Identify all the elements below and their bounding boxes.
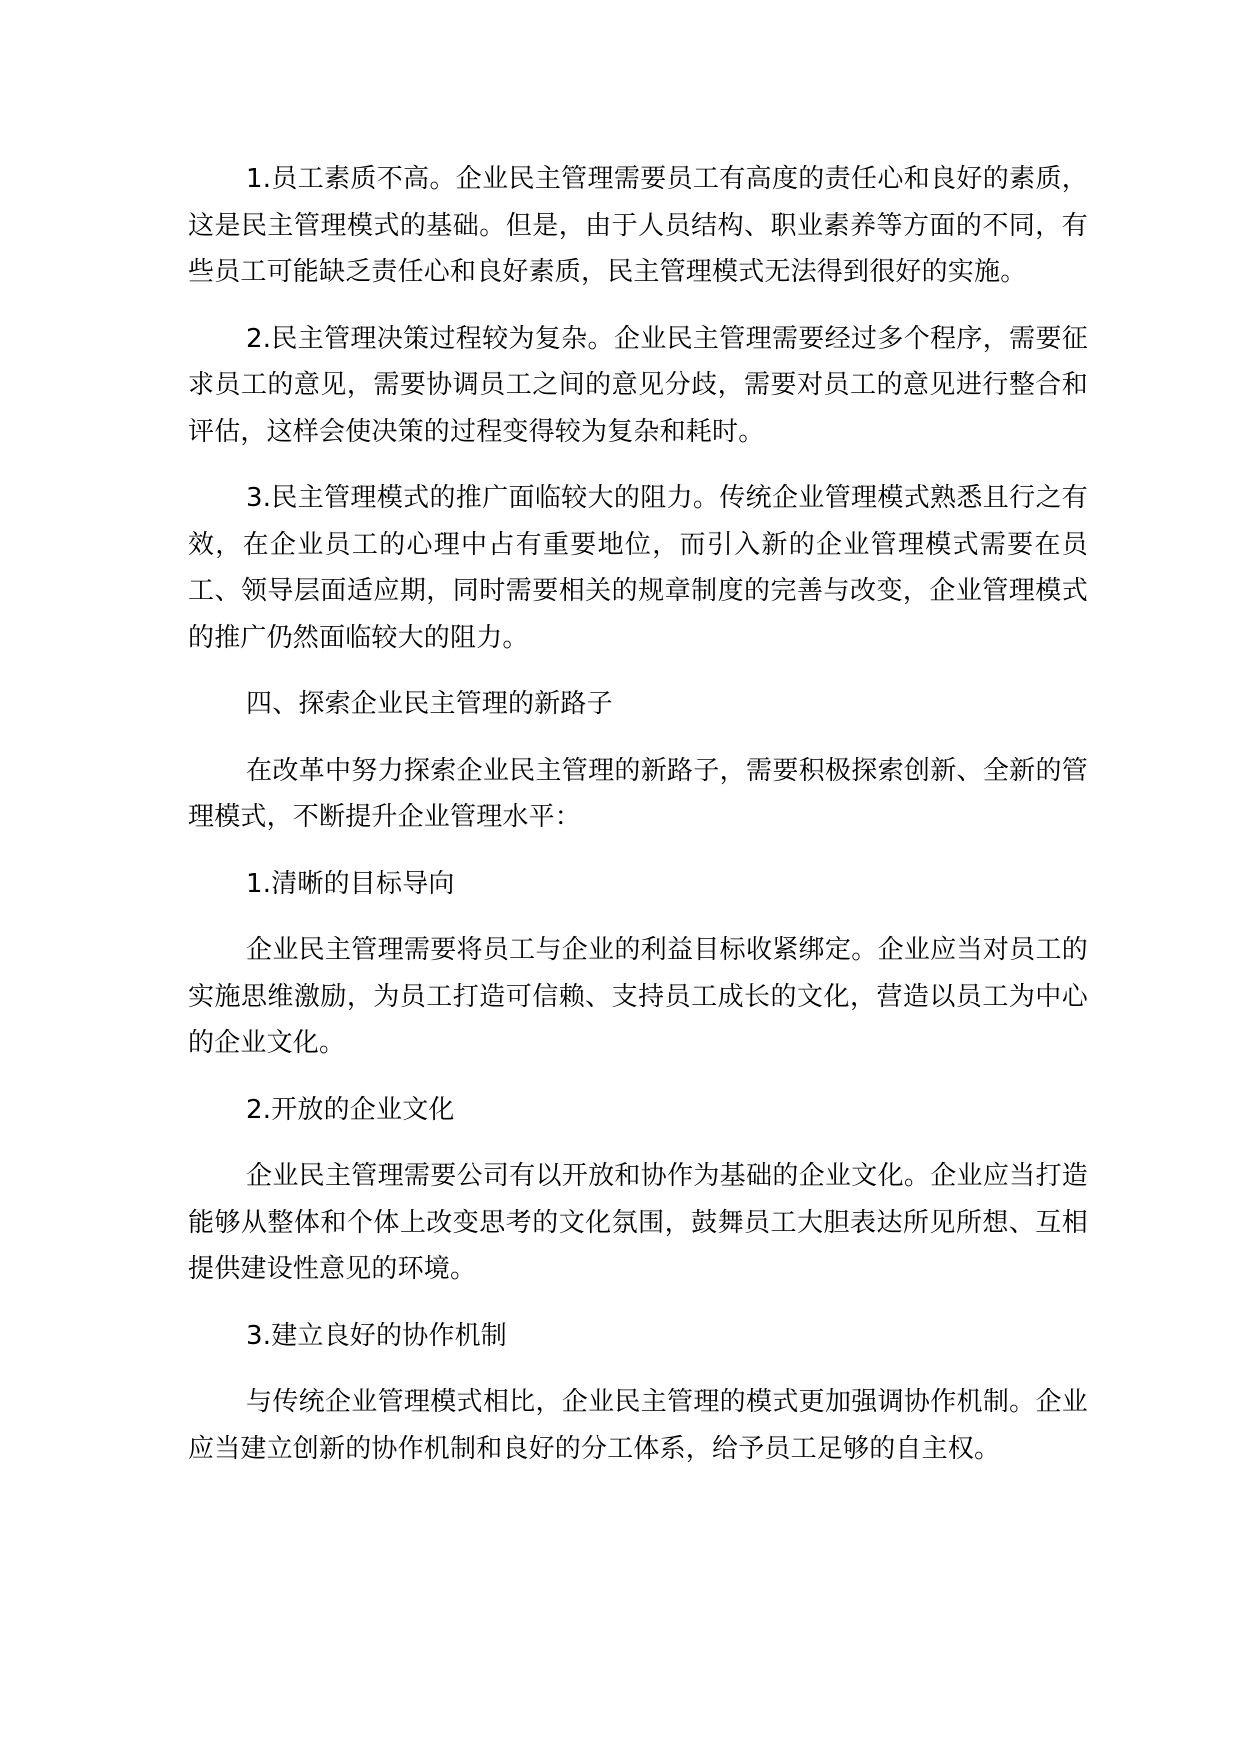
section-heading-4: 四、探索企业民主管理的新路子 [246, 689, 613, 719]
subheading-3: 3.建立良好的协作机制 [246, 1320, 508, 1351]
document-page [188, 156, 1088, 1492]
paragraph-section-intro: 在改革中努力探索企业民主管理的新路子，需要积极探索创新、全新的管理模式，不断提升企业管理水平： [188, 755, 1088, 832]
paragraph-subsection-1: 企业民主管理需要将员工与企业的利益目标收紧绑定。企业应当对员工的实施思维激励，为员工打造可信赖、支持员工成长的文化，营造以员工为中心的企业文化。 [188, 935, 1088, 1058]
paragraph-problem-1: 1.员工素质不高。企业民主管理需要员工有高度的责任心和良好的素质，这是民主管理模式的基础。但是，由于人员结构、职业素养等方面的不同，有些员工可能缺乏责任心和良好素质，民主管理模式无法得到很好的实施。 [188, 164, 1088, 287]
paragraph-problem-3: 3.民主管理模式的推广面临较大的阻力。传统企业管理模式熟悉且行之有效，在企业员工的心理中占有重要地位，而引入新的企业管理模式需要在员工、领导层面适应期，同时需要相关的规章制度的完善与改变，企业管理模式的推广仍然面临较大的阻力。 [188, 483, 1088, 653]
subheading-2: 2.开放的企业文化 [246, 1094, 455, 1125]
paragraph-subsection-3: 与传统企业管理模式相比，企业民主管理的模式更加强调协作机制。企业应当建立创新的协作机制和良好的分工体系，给予员工足够的自主权。 [188, 1387, 1088, 1464]
paragraph-problem-2: 2.民主管理决策过程较为复杂。企业民主管理需要经过多个程序，需要征求员工的意见，需要协调员工之间的意见分歧，需要对员工的意见进行整合和评估，这样会使决策的过程变得较为复杂和耗时。 [188, 323, 1088, 447]
paragraph-subsection-2: 企业民主管理需要公司有以开放和协作为基础的企业文化。企业应当打造能够从整体和个体上改变思考的文化氛围，鼓舞员工大胆表达所见所想、互相提供建设性意见的环境。 [188, 1161, 1088, 1284]
subheading-1: 1.清晰的目标导向 [246, 868, 455, 899]
